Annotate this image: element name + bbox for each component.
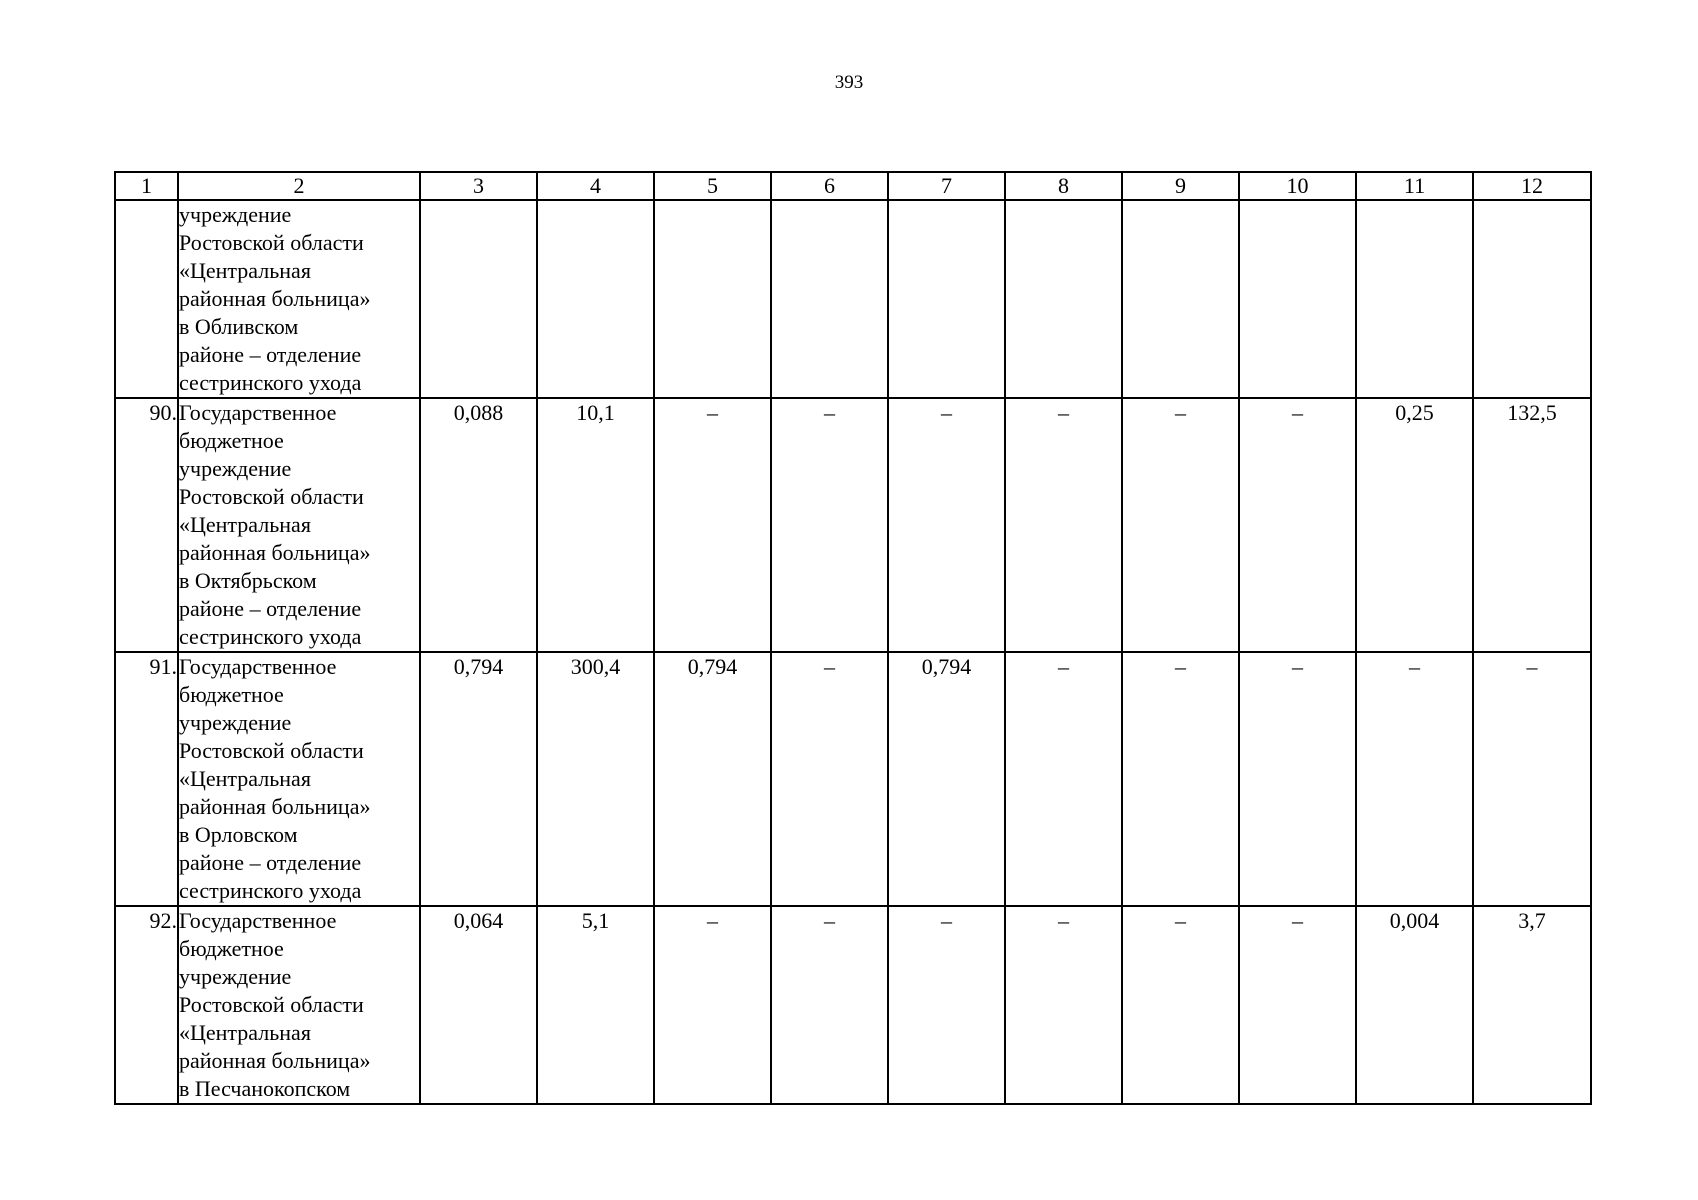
column-header: 5 [654, 172, 771, 200]
value-cell [1239, 200, 1356, 398]
name-line: районная больница» [179, 1048, 371, 1073]
value-cell: 0,088 [420, 398, 537, 652]
value-cell: – [1356, 652, 1473, 906]
value-cell [654, 200, 771, 398]
value-cell [537, 200, 654, 398]
value-cell [1005, 200, 1122, 398]
column-header: 3 [420, 172, 537, 200]
value-cell: – [1239, 398, 1356, 652]
value-cell: – [1239, 652, 1356, 906]
column-header: 9 [1122, 172, 1239, 200]
value-cell: 0,794 [654, 652, 771, 906]
value-cell: – [888, 398, 1005, 652]
value-cell: – [1122, 398, 1239, 652]
name-line: в Обливском [179, 314, 299, 339]
name-line: Ростовской области [179, 992, 364, 1017]
name-line: Ростовской области [179, 738, 364, 763]
name-line: учреждение [179, 964, 292, 989]
name-line: Ростовской области [179, 230, 364, 255]
value-cell [1356, 200, 1473, 398]
value-cell: 5,1 [537, 906, 654, 1104]
name-line: «Центральная [179, 1020, 311, 1045]
value-cell [1122, 200, 1239, 398]
name-line: бюджетное [179, 936, 284, 961]
value-cell: 132,5 [1473, 398, 1591, 652]
column-header: 2 [178, 172, 420, 200]
value-cell: 0,25 [1356, 398, 1473, 652]
value-cell: – [1005, 906, 1122, 1104]
value-cell: 0,064 [420, 906, 537, 1104]
name-line: районная больница» [179, 540, 371, 565]
value-cell: – [1005, 398, 1122, 652]
table-row [115, 200, 1591, 398]
name-line: районная больница» [179, 286, 371, 311]
name-line: в Октябрьском [179, 568, 317, 593]
name-line: сестринского ухода [179, 370, 362, 395]
institution-name [178, 652, 420, 906]
name-line: районе – отделение [179, 850, 362, 875]
name-line: Государственное [179, 400, 337, 425]
name-line: учреждение [179, 456, 292, 481]
name-line: бюджетное [179, 682, 284, 707]
name-line: районная больница» [179, 794, 371, 819]
value-cell: – [1005, 652, 1122, 906]
value-cell [420, 200, 537, 398]
row-number [115, 200, 178, 398]
institution-name [178, 200, 420, 398]
column-header: 12 [1473, 172, 1591, 200]
value-cell: – [771, 906, 888, 1104]
column-header: 7 [888, 172, 1005, 200]
name-line: Ростовской области [179, 484, 364, 509]
value-cell [1473, 200, 1591, 398]
value-cell: – [1473, 652, 1591, 906]
table-row [115, 906, 1591, 1104]
name-line: сестринского ухода [179, 624, 362, 649]
value-cell: – [1122, 652, 1239, 906]
row-number: 92. [115, 906, 178, 1104]
value-cell: 0,794 [888, 652, 1005, 906]
row-number: 90. [115, 398, 178, 652]
value-cell: – [654, 906, 771, 1104]
value-cell: – [1122, 906, 1239, 1104]
data-table [114, 171, 1592, 1105]
name-line: Государственное [179, 654, 337, 679]
value-cell [888, 200, 1005, 398]
column-header: 11 [1356, 172, 1473, 200]
name-line: «Центральная [179, 512, 311, 537]
institution-name [178, 906, 420, 1104]
value-cell: – [654, 398, 771, 652]
value-cell: 0,794 [420, 652, 537, 906]
value-cell: – [1239, 906, 1356, 1104]
name-line: бюджетное [179, 428, 284, 453]
value-cell: 3,7 [1473, 906, 1591, 1104]
value-cell: 0,004 [1356, 906, 1473, 1104]
table-row [115, 398, 1591, 652]
name-line: «Центральная [179, 766, 311, 791]
value-cell: 300,4 [537, 652, 654, 906]
column-header-row [115, 172, 1591, 200]
name-line: учреждение [179, 710, 292, 735]
value-cell: – [771, 652, 888, 906]
name-line: в Орловском [179, 822, 298, 847]
value-cell: – [888, 906, 1005, 1104]
value-cell: – [771, 398, 888, 652]
name-line: в Песчанокопском [179, 1076, 351, 1101]
value-cell [771, 200, 888, 398]
column-header: 8 [1005, 172, 1122, 200]
column-header: 10 [1239, 172, 1356, 200]
name-line: «Центральная [179, 258, 311, 283]
row-number: 91. [115, 652, 178, 906]
name-line: сестринского ухода [179, 878, 362, 903]
column-header: 1 [115, 172, 178, 200]
name-line: районе – отделение [179, 342, 362, 367]
value-cell: 10,1 [537, 398, 654, 652]
name-line: районе – отделение [179, 596, 362, 621]
column-header: 6 [771, 172, 888, 200]
institution-name [178, 398, 420, 652]
table-row [115, 652, 1591, 906]
name-line: учреждение [179, 202, 292, 227]
page-number: 393 [834, 72, 864, 93]
column-header: 4 [537, 172, 654, 200]
name-line: Государственное [179, 908, 337, 933]
